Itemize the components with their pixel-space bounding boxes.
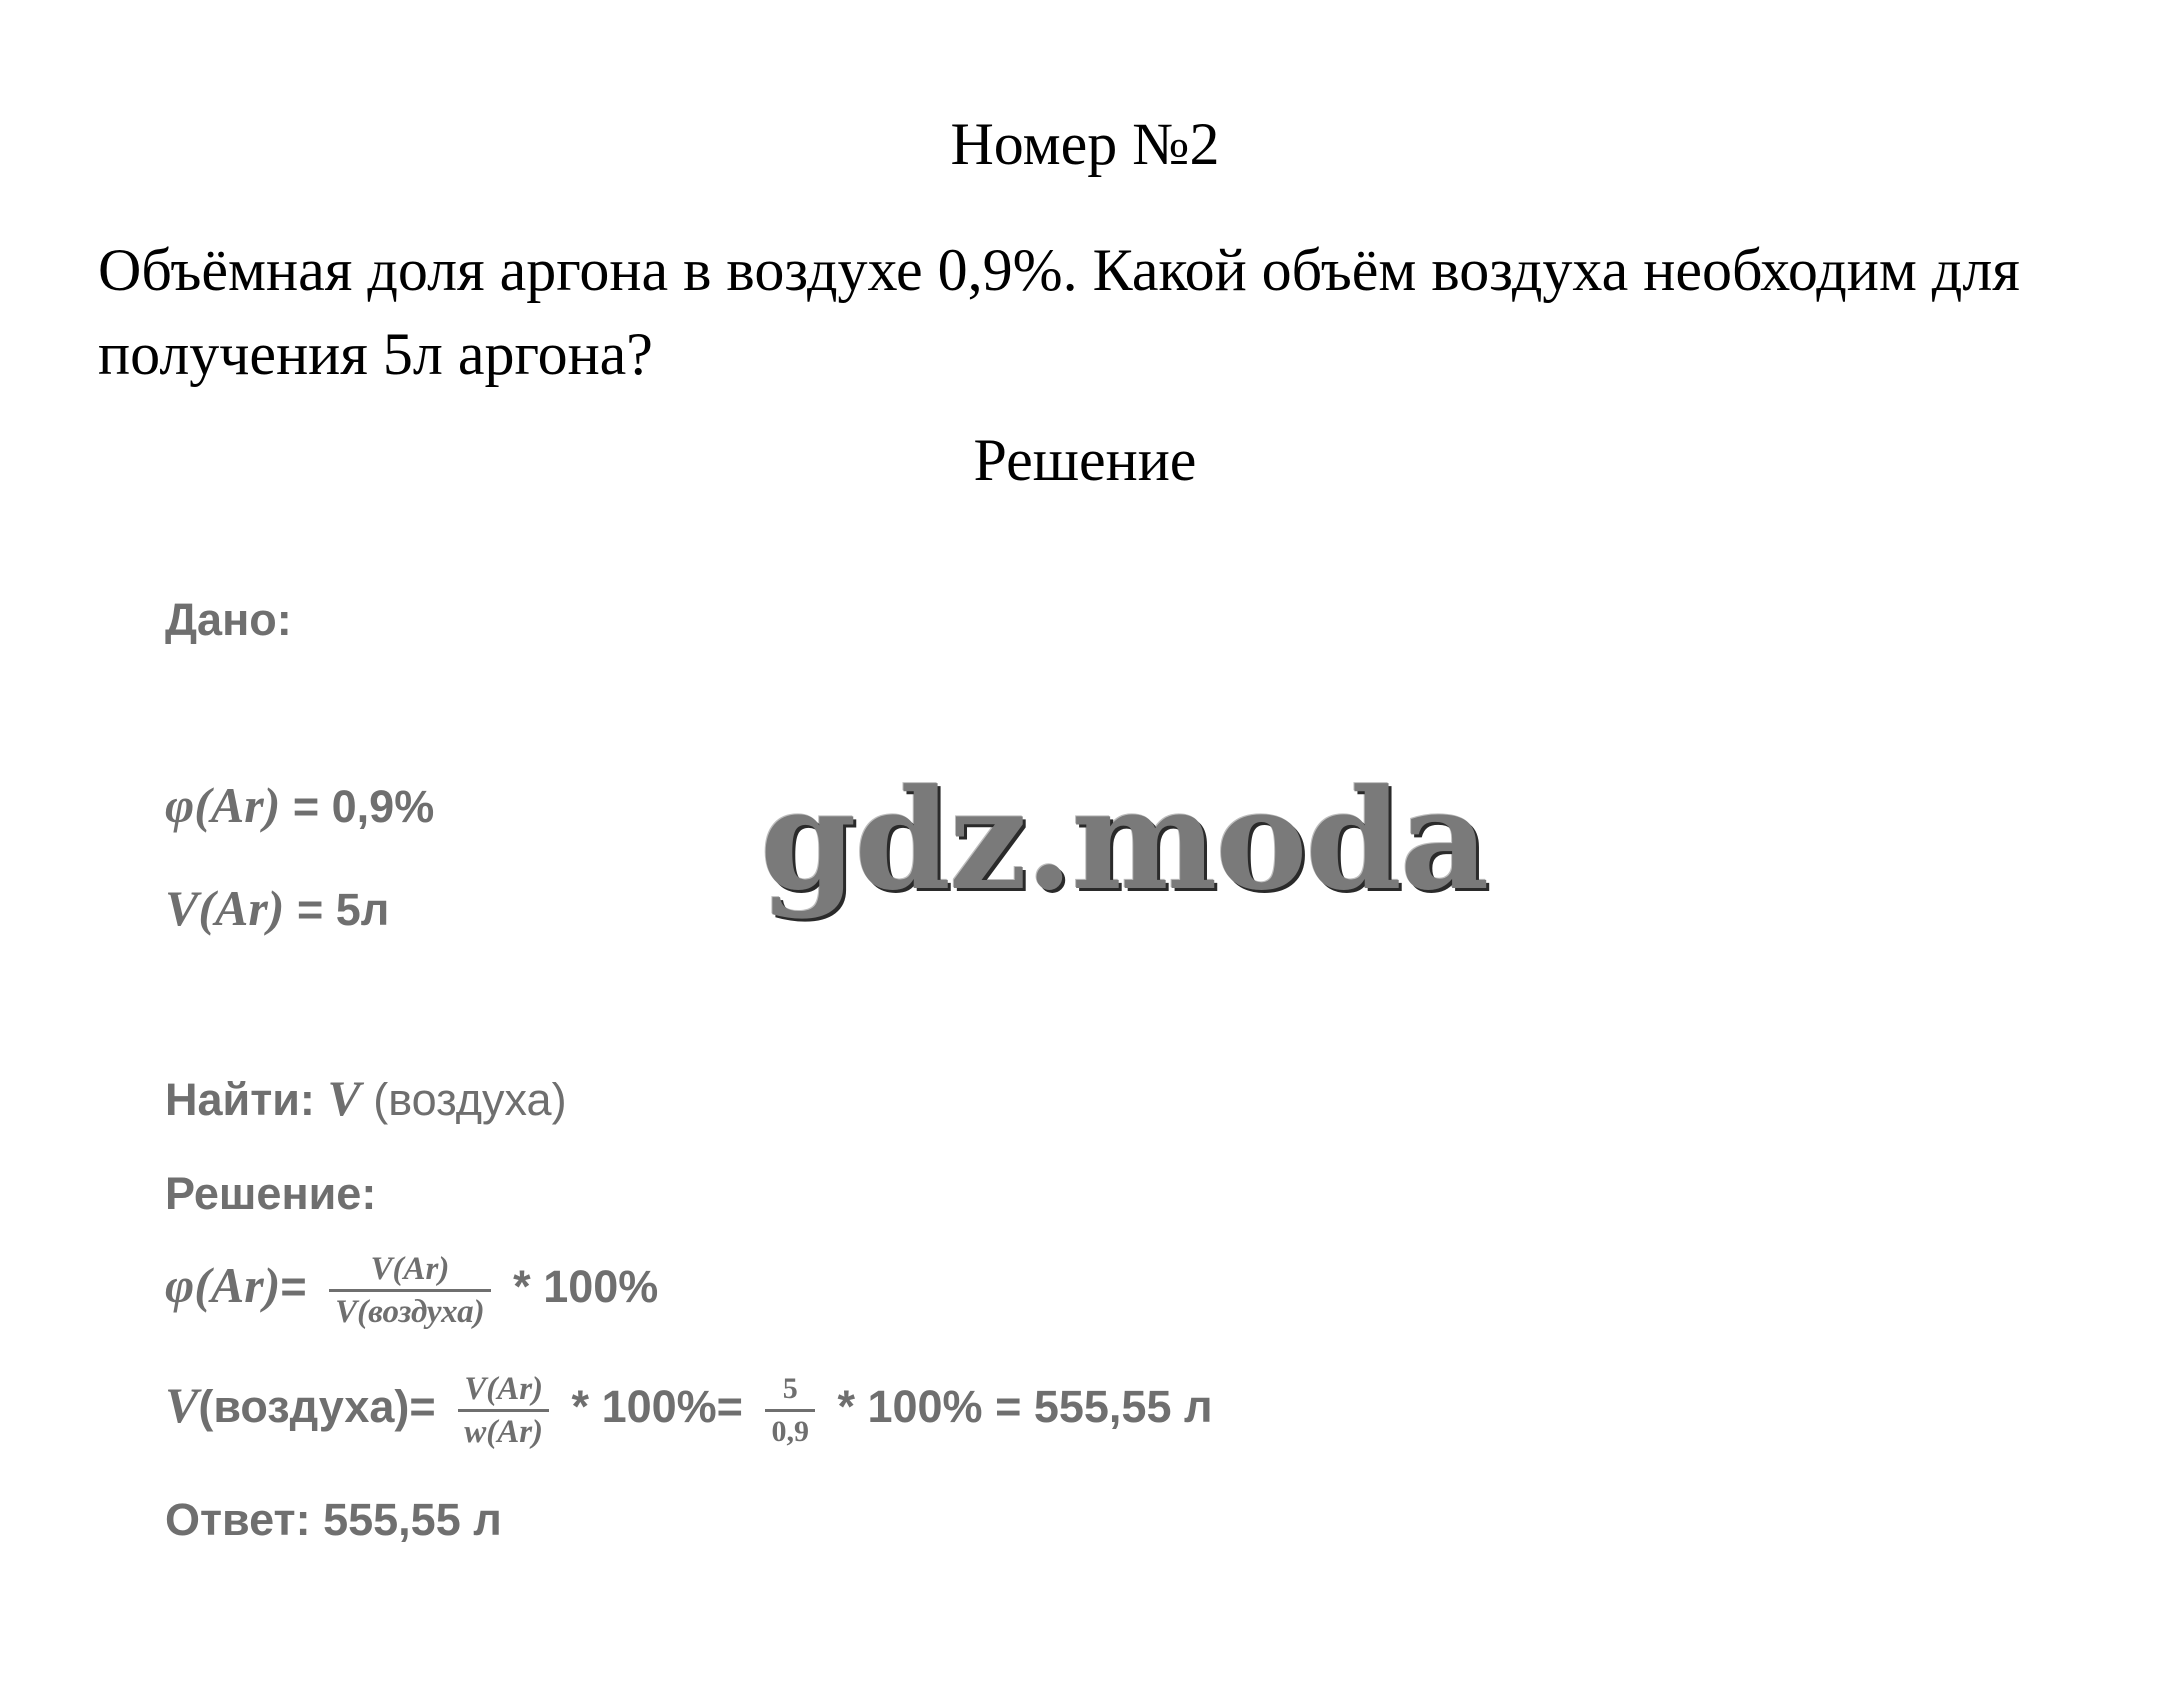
eq2-tail: * 100% = 555,55 л — [824, 1381, 1213, 1432]
page-title: Номер №2 — [950, 111, 1220, 177]
eq2-numerator-2: 5 — [782, 1371, 798, 1405]
given-label: Дано: — [165, 594, 292, 645]
eq2-lhs-variable: V — [165, 1377, 199, 1433]
answer-value: 555,55 л — [323, 1494, 502, 1545]
find-variable: V — [327, 1070, 361, 1126]
find-label: Найти: — [165, 1074, 328, 1125]
eq2-mid: * 100%= — [559, 1381, 743, 1432]
problem-statement: Объёмная доля аргона в воздухе 0,9%. Какой объём воздуха необходим для получения 5л аргона? — [98, 237, 2020, 387]
equation-2 — [165, 1360, 1213, 1452]
watermark-logo: gdz.moda — [760, 758, 1488, 921]
eq1-tail: * 100% — [500, 1261, 659, 1312]
volume-value: = 5л — [284, 884, 390, 935]
equation-1 — [165, 1240, 658, 1332]
solution-block — [165, 590, 1465, 1590]
eq2-denominator-2: 0,9 — [765, 1409, 815, 1452]
answer-line — [165, 1490, 502, 1550]
given-volume — [165, 878, 389, 940]
find-line — [165, 1068, 567, 1130]
eq2-lhs-rest: (воздуха)= — [198, 1381, 436, 1432]
eq2-fraction-2 — [765, 1369, 815, 1452]
eq2-denominator-1: w(Ar) — [458, 1409, 549, 1452]
phi-symbol: φ(Ar) — [165, 777, 281, 833]
phi-value: = 0,9% — [280, 781, 435, 832]
eq1-equals: = — [280, 1261, 307, 1312]
solution-label: Решение: — [165, 1168, 377, 1219]
eq1-lhs: φ(Ar) — [165, 1257, 281, 1313]
eq2-numerator-1: V(Ar) — [464, 1370, 544, 1407]
eq1-fraction — [329, 1249, 491, 1332]
volume-symbol: V(Ar) — [165, 880, 285, 936]
find-rest: (воздуха) — [360, 1074, 567, 1125]
eq1-numerator: V(Ar) — [370, 1250, 450, 1287]
given-phi — [165, 775, 434, 837]
solution-heading: Решение — [973, 427, 1197, 493]
eq2-fraction-1 — [458, 1369, 549, 1452]
answer-label: Ответ: — [165, 1494, 324, 1545]
eq1-denominator: V(воздуха) — [329, 1289, 491, 1332]
